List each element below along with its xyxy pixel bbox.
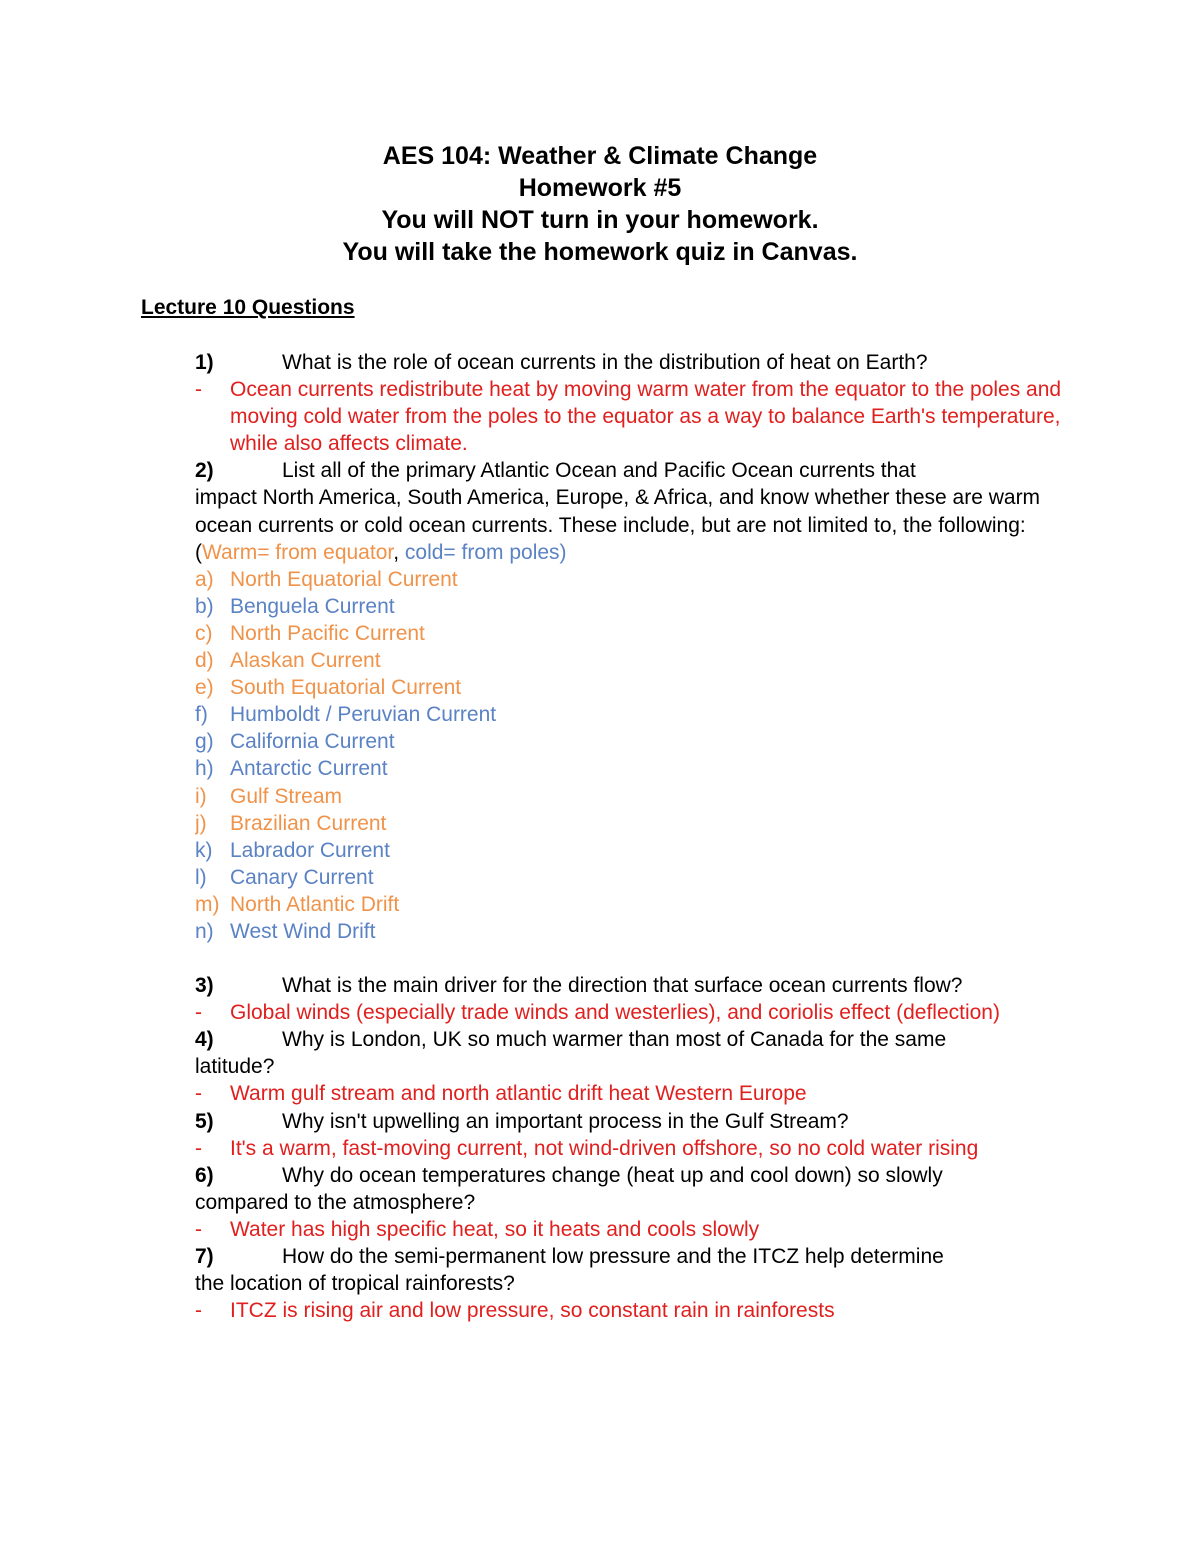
question-7 <box>195 1243 1075 1270</box>
question-3 <box>195 972 1075 999</box>
list-letter: a) <box>195 567 214 591</box>
question-6-continued: compared to the atmosphere? <box>195 1190 476 1214</box>
current-name: Alaskan Current <box>230 649 381 673</box>
question-number: 5) <box>195 1109 214 1133</box>
answer-6 <box>195 1216 1075 1243</box>
current-item-warm <box>195 810 1075 837</box>
current-name: Humboldt / Peruvian Current <box>230 703 497 727</box>
question-number: 6) <box>195 1163 214 1187</box>
question-5 <box>195 1108 1075 1135</box>
current-item-cold <box>195 837 1075 864</box>
title-block <box>0 140 1200 268</box>
current-item-warm <box>195 674 1075 701</box>
question-number: 7) <box>195 1245 214 1268</box>
list-letter: k) <box>195 838 213 862</box>
question-text: Why is London, UK so much warmer than most of Canada for the same <box>282 1028 947 1052</box>
question-6 <box>195 1162 1075 1189</box>
current-name: North Atlantic Drift <box>230 892 400 916</box>
answer-text: It's a warm, fast-moving current, not wind-driven offshore, so no cold water rising <box>230 1136 979 1160</box>
spacer <box>195 945 1075 972</box>
current-name: North Pacific Current <box>230 621 425 645</box>
answer-5 <box>195 1135 1075 1162</box>
current-item-cold <box>195 864 1075 891</box>
list-letter: m) <box>195 892 220 916</box>
current-item-warm <box>195 647 1075 674</box>
current-name: California Current <box>230 730 395 754</box>
answer-marker: - <box>195 1001 202 1025</box>
current-name: Benguela Current <box>230 594 395 618</box>
answer-7 <box>195 1297 1075 1324</box>
answer-text: Ocean currents redistribute heat by moving warm water from the equator to the poles and moving cold water from the poles to the equator as a way to balance Earth's temperature, while also affects climate. <box>230 378 1062 456</box>
legend-cold: cold= from poles) <box>404 540 567 564</box>
question-4 <box>195 1026 1075 1053</box>
legend-separator: , <box>393 540 405 564</box>
question-text: What is the role of ocean currents in the distribution of heat on Earth? <box>282 351 928 374</box>
current-item-warm <box>195 783 1075 810</box>
list-letter: j) <box>195 811 207 835</box>
question-text: What is the main driver for the direction that surface ocean currents flow? <box>282 974 963 998</box>
question-7-continued: the location of tropical rainforests? <box>195 1272 515 1296</box>
answer-marker: - <box>195 1082 202 1106</box>
question-number: 2) <box>195 459 214 483</box>
answer-text: Water has high specific heat, so it heats and cools slowly <box>230 1217 760 1241</box>
current-item-warm <box>195 620 1075 647</box>
current-name: South Equatorial Current <box>230 676 462 700</box>
answer-marker: - <box>195 378 202 402</box>
question-2-continued <box>195 484 1075 565</box>
list-letter: h) <box>195 757 214 781</box>
list-letter: e) <box>195 676 214 700</box>
current-name: Antarctic Current <box>230 757 388 781</box>
question-number: 4) <box>195 1028 214 1052</box>
question-number: 3) <box>195 974 214 998</box>
answer-1 <box>195 376 1075 457</box>
current-name: Labrador Current <box>230 838 390 862</box>
question-number: 1) <box>195 351 214 374</box>
quiz-note: You will take the homework quiz in Canvas. <box>342 238 858 266</box>
answer-4 <box>195 1080 1075 1107</box>
current-item-cold <box>195 728 1075 755</box>
question-text: Why do ocean temperatures change (heat up and cool down) so slowly <box>282 1163 943 1187</box>
list-letter: c) <box>195 621 213 645</box>
current-item-cold <box>195 918 1075 945</box>
current-item-warm <box>195 566 1075 593</box>
current-name: Gulf Stream <box>230 784 343 808</box>
current-name: Canary Current <box>230 865 374 889</box>
list-letter: f) <box>195 703 208 727</box>
question-2 <box>195 457 1075 484</box>
current-name: Brazilian Current <box>230 811 387 835</box>
list-letter: l) <box>195 865 207 889</box>
section-heading: Lecture 10 Questions <box>141 296 355 319</box>
current-item-cold <box>195 593 1075 620</box>
current-item-warm <box>195 891 1075 918</box>
answer-marker: - <box>195 1217 202 1241</box>
legend-warm: Warm= from equator <box>202 540 394 564</box>
answer-3 <box>195 999 1075 1026</box>
current-item-cold <box>195 701 1075 728</box>
question-4-continued: latitude? <box>195 1055 275 1079</box>
question-1 <box>195 349 1075 376</box>
currents-list <box>195 566 1075 945</box>
question-text-continued: impact North America, South America, Europe, & Africa, and know whether these are warm ocean currents or cold ocean currents. These include, but are not limited to, the following: ( <box>195 486 1041 564</box>
question-text: Why isn't upwelling an important process in the Gulf Stream? <box>282 1109 849 1133</box>
course-title: AES 104: Weather & Climate Change <box>382 142 818 170</box>
answer-marker: - <box>195 1136 202 1160</box>
answer-marker: - <box>195 1299 202 1323</box>
question-text: How do the semi-permanent low pressure and the ITCZ help determine <box>282 1245 944 1268</box>
question-text: List all of the primary Atlantic Ocean and Pacific Ocean currents that <box>282 459 916 483</box>
list-letter: b) <box>195 594 214 618</box>
list-letter: d) <box>195 649 214 673</box>
answer-text: Global winds (especially trade winds and westerlies), and coriolis effect (deflection) <box>230 1001 1000 1025</box>
answer-text: ITCZ is rising air and low pressure, so constant rain in rainforests <box>230 1299 835 1323</box>
current-name: West Wind Drift <box>230 919 376 943</box>
current-item-cold <box>195 755 1075 782</box>
answer-text: Warm gulf stream and north atlantic drift heat Western Europe <box>230 1082 807 1106</box>
homework-number: Homework #5 <box>518 174 682 202</box>
submission-note: You will NOT turn in your homework. <box>381 206 819 234</box>
list-letter: i) <box>195 784 207 808</box>
list-letter: g) <box>195 730 214 754</box>
current-name: North Equatorial Current <box>230 567 458 591</box>
questions-list <box>195 349 1075 1324</box>
list-letter: n) <box>195 919 214 943</box>
